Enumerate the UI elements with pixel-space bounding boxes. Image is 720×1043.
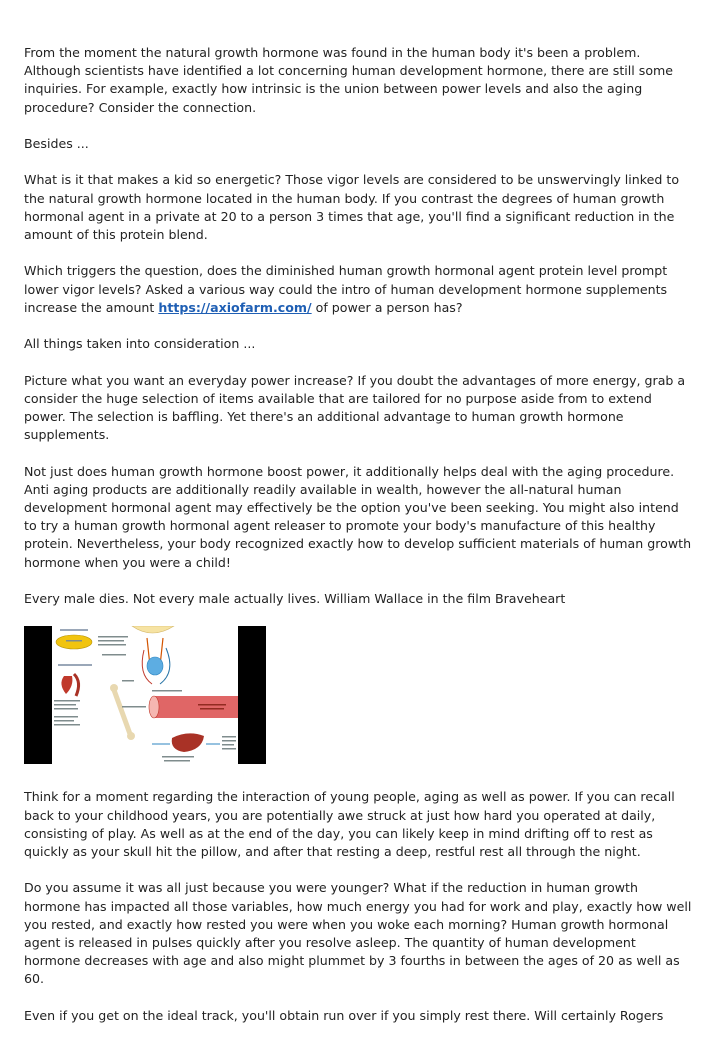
liver-shape [172, 734, 204, 753]
adipose-label-bar [60, 629, 88, 631]
paragraph-9: Think for a moment regarding the interaction of young people, aging as well as power. If you can recall back to your childhood years, you are potentially awe struck at just how hard you operated at daily, consisting of play. As well as at the end of the day, you can likely keep in mind drifting off to rest as quickly as your skull hit the pillow, and after that resting a deep, restful rest all through the night. [24, 789, 675, 859]
muscle-arm [74, 674, 79, 696]
bone-shaft [114, 690, 130, 734]
text-line [152, 690, 182, 692]
text-line [162, 756, 194, 758]
axiofarm-link[interactable]: https://axiofarm.com/ [158, 299, 312, 315]
paragraph-3: What is it that makes a kid so energetic? Those vigor levels are considered to be unswervingly linked to the natural growth hormone located in the human body. If you contrast the degrees of human growth hormonal agent in a private at 20 to a person 3 times that age, you'll find a significant reduction in the amount of this protein blend. [24, 172, 680, 242]
paragraph-11: Even if you get on the ideal track, you'll obtain run over if you simply rest there. Will certainly Rogers [24, 1007, 664, 1023]
paragraph-4-text-after: of power a person has? [311, 299, 463, 315]
text-line [54, 704, 76, 706]
hgh-diagram-image [24, 626, 266, 764]
adipose-caption-bar [66, 640, 82, 642]
paragraph-8: Every male dies. Not every male actually lives. William Wallace in the film Braveheart [24, 590, 566, 606]
adipose-tissue-shape [56, 635, 92, 649]
text-line [98, 636, 128, 638]
bone-head-bottom [127, 732, 135, 740]
text-line [200, 708, 224, 710]
paragraph-10: Do you assume it was all just because you were younger? What if the reduction in human growth hormone has impacted all those variables, how much energy you had for work and play, exactly how well you rested, and exactly how rested you were when you woke each morning? Human growth hormonal agent is released in pulses quickly after you resolve asleep. The quantity of human development hormone decreases with age and also might plummet by 3 fourths in between the ages of 20 as well as 60. [24, 880, 692, 987]
muscle-shape [61, 676, 72, 694]
text-line [54, 716, 78, 718]
text-line [54, 700, 80, 702]
hypothalamus-shape [132, 626, 174, 633]
blood-vessel [154, 696, 238, 718]
text-line [222, 748, 236, 750]
text-line [54, 708, 78, 710]
text-line [222, 740, 236, 742]
text-line [54, 724, 80, 726]
pituitary-gland-shape [147, 657, 163, 675]
hgh-pathway-illustration [52, 626, 238, 764]
paragraph-4-text-before: Which triggers the question, does the diminished human growth hormonal agent protein level prompt lower vigor levels? Asked a various way could the intro of human development hormone supplements increase the amount [24, 263, 668, 315]
paragraph-5: All things taken into consideration ... [24, 336, 256, 352]
text-line [102, 654, 126, 656]
blood-vessel-opening [149, 696, 159, 718]
bone-label-bar [122, 680, 134, 682]
text-line [98, 640, 124, 642]
diagram-panel [52, 626, 238, 764]
paragraph-1: From the moment the natural growth hormone was found in the human body it's been a problem. Although scientists have identified a lot concerning human development hormone, there are still some inquiries. For example, exactly how intrinsic is the union between power levels and also the aging procedure? Consider the connection. [24, 45, 674, 115]
text-line [198, 704, 226, 706]
text-line [164, 760, 190, 762]
bone-head-top [110, 684, 118, 692]
paragraph-2: Besides ... [24, 136, 89, 151]
text-line [54, 720, 74, 722]
text-line [98, 644, 126, 646]
text-line [222, 744, 234, 746]
paragraph-4 [24, 262, 694, 317]
article-body [24, 44, 694, 1043]
text-line [222, 736, 236, 738]
text-line [122, 706, 146, 708]
paragraph-6: Picture what you want an everyday power increase? If you doubt the advantages of more energy, grab a consider the huge selection of items available that are tailored for no purpose aside from to extend power. The selection is baffling. Yet there's an additional advantage to human growth hormone supplements. [24, 372, 686, 443]
paragraph-7: Not just does human growth hormone boost power, it additionally helps deal with the aging procedure. Anti aging products are additionally readily available in wealth, however the all-natural human development hormonal agent may effectively be the option you've been seeking. You might also intend to try a human growth hormonal agent releaser to promote your body's manufacture of this healthy protein. Nevertheless, your body recognized exactly how to develop sufficient materials of human growth hormone when you were a child! [24, 463, 692, 570]
muscle-label-bar [58, 664, 92, 666]
